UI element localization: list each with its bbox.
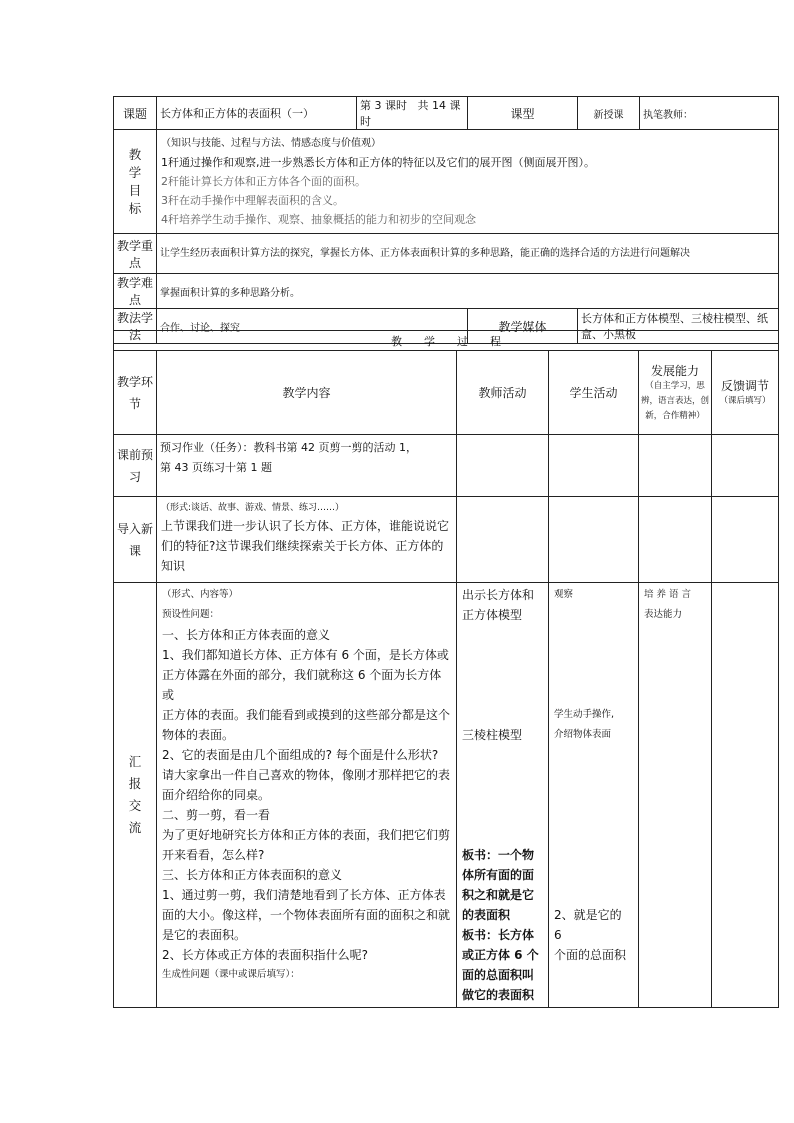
report-teacher-line: 或正方体 6 个	[462, 948, 539, 962]
report-student-line	[554, 885, 633, 905]
report-student-line: 2、就是它的 6	[554, 908, 622, 942]
report-student-line	[554, 765, 633, 785]
objectives-intro: （知识与技能、过程与方法、情感态度与价值观）	[161, 138, 381, 149]
report-teacher-line	[462, 785, 543, 805]
report-content-line: 开来看看，怎么样?	[162, 848, 265, 862]
report-content-line: （形式、内容等）	[162, 589, 239, 600]
report-teacher-line	[462, 705, 543, 725]
report-teacher-line	[462, 745, 543, 765]
intro-stage: 导入新课	[114, 497, 157, 583]
report-content	[157, 583, 457, 1008]
objective-item-2: 2秆能计算长方体和正方体各个面的面积。	[161, 175, 366, 188]
col-content: 教学内容	[157, 351, 457, 435]
process-table	[113, 330, 779, 1008]
report-teacher	[457, 583, 549, 1008]
report-student-line	[554, 605, 633, 625]
objective-item-3: 3秆在动手操作中理解表面积的含义。	[161, 194, 344, 207]
intro-feedback	[712, 497, 779, 583]
report-content-line: 预设性问题：	[162, 609, 220, 620]
intro-teacher	[457, 497, 549, 583]
report-student-line: 观察	[554, 589, 574, 600]
report-content-line: 三、长方体和正方体表面积的意义	[162, 868, 343, 882]
preview-line-2: 第 43 页练习十第 1 题	[160, 461, 272, 474]
report-teacher-line	[462, 685, 543, 705]
report-teacher-line: 面的总面积叫	[462, 968, 535, 982]
objectives-label: 教 学 目 标	[114, 130, 157, 234]
report-student-line: 介绍物体表面	[554, 729, 612, 740]
report-student-line	[554, 645, 633, 665]
difficulty-label: 教学难点	[114, 274, 157, 309]
report-student-line	[554, 845, 633, 865]
report-content-line: 是它的表面积。	[162, 928, 247, 942]
teacher-label: 执笔教师：	[640, 97, 779, 130]
report-teacher-line	[462, 765, 543, 785]
report-content-line: 生成性问题（课中或课后填写）：	[162, 969, 300, 980]
report-content-line: 请大家拿出一件自己喜欢的物体，像刚才那样把它的表	[162, 768, 451, 782]
col-stage: 教学环节	[114, 351, 157, 435]
report-student	[549, 583, 639, 1008]
preview-feedback	[712, 435, 779, 497]
report-student-line	[554, 865, 633, 885]
report-student-line	[554, 665, 633, 685]
report-teacher-line: 板书：长方体	[462, 928, 535, 942]
key-point-label: 教学重点	[114, 234, 157, 274]
report-student-line	[554, 805, 633, 825]
report-content-line: 2、长方体或正方体的表面积指什么呢?	[162, 948, 369, 962]
col-ability-note: （自主学习，思辨，语言表达，创新，合作精神）	[641, 380, 710, 421]
preview-content	[157, 435, 457, 497]
report-student-line: 学生动手操作,	[554, 709, 615, 720]
report-content-line: 物体的表面。	[162, 728, 235, 742]
report-student-line	[554, 685, 633, 705]
col-feedback-note: （课后填写）	[719, 395, 771, 406]
intro-note: （形式:谈话、故事、游戏、情景、练习……）	[161, 503, 345, 513]
report-content-line: 1、我们都知道长方体、正方体有 6 个面，是长方体或	[162, 648, 449, 662]
report-teacher-line	[462, 825, 543, 845]
report-teacher-line: 三棱柱模型	[462, 728, 523, 742]
preview-line-1: 预习作业（任务）：教科书第 42 页剪一剪的活动 1，	[160, 441, 417, 454]
lesson-type: 新授课	[578, 97, 640, 130]
report-teacher-line: 的表面积	[462, 908, 511, 922]
report-teacher-line: 正方体模型	[462, 608, 523, 622]
col-feedback-title: 反馈调节	[720, 378, 769, 393]
intro-ability	[639, 497, 712, 583]
report-content-line: 2、它的表面是由几个面组成的? 每个面是什么形状?	[162, 748, 439, 762]
report-teacher-line	[462, 665, 543, 685]
report-teacher-line	[462, 625, 543, 645]
process-title: 教 学 过 程	[114, 331, 779, 351]
report-content-line: 面的大小。像这样，一个物体表面所有面的面积之和就	[162, 908, 451, 922]
report-teacher-line	[462, 645, 543, 665]
difficulty-text: 掌握面积计算的多种思路分析。	[157, 274, 779, 309]
method-label: 教法学法	[114, 309, 157, 344]
media-label: 教学媒体	[468, 309, 578, 344]
intro-student	[549, 497, 639, 583]
intro-text: 上节课我们进一步认识了长方体、正方体，谁能说说它们的特征?这节课我们继续探索关于长方体、正方体的知识	[161, 519, 450, 573]
report-teacher-line: 做它的表面积	[462, 988, 535, 1002]
col-student: 学生活动	[549, 351, 639, 435]
report-teacher-line: 板书：一个物	[462, 848, 535, 862]
report-ability-line: 表达能力	[644, 609, 683, 620]
col-feedback	[712, 351, 779, 435]
report-ability-line: 培 养 语 言	[644, 589, 692, 600]
lesson-period: 第 3 课时 共 14 课时	[357, 97, 468, 130]
report-teacher-line	[462, 805, 543, 825]
report-content-line: 二、剪一剪，看一看	[162, 808, 271, 822]
preview-student	[549, 435, 639, 497]
report-student-line	[554, 745, 633, 765]
col-ability	[639, 351, 712, 435]
report-content-line: 为了更好地研究长方体和正方体的表面，我们把它们剪	[162, 828, 451, 842]
key-point-text: 让学生经历表面积计算方法的探究，掌握长方体、正方体表面积计算的多种思路，能正确的选择合适的方法进行问题解决	[157, 234, 779, 274]
media-text: 长方体和正方体模型、三棱柱模型、纸盒、小黑板	[578, 309, 779, 344]
report-content-line: 面介绍给你的同桌。	[162, 788, 271, 802]
col-teacher: 教师活动	[457, 351, 549, 435]
report-teacher-line: 积之和就是它	[462, 888, 535, 902]
report-student-line	[554, 825, 633, 845]
objective-item-1: 1秆通过操作和观察,进一步熟悉长方体和正方体的特征以及它们的展开图（侧面展开图）。	[161, 156, 595, 169]
report-stage: 汇 报 交 流	[114, 583, 157, 1008]
report-content-line: 一、长方体和正方体表面的意义	[162, 628, 331, 642]
intro-content	[157, 497, 457, 583]
lesson-type-label: 课型	[468, 97, 578, 130]
lesson-info-table	[113, 96, 779, 344]
report-content-line: 正方体露在外面的部分，我们就称这 6 个面为长方体或	[162, 668, 442, 702]
col-ability-title: 发展能力	[650, 363, 699, 378]
preview-stage: 课前预习	[114, 435, 157, 497]
report-teacher-line: 出示长方体和	[462, 588, 535, 602]
lesson-topic: 长方体和正方体的表面积（一）	[157, 97, 357, 130]
report-student-line	[554, 625, 633, 645]
report-teacher-line: 体所有面的面	[462, 868, 535, 882]
preview-ability	[639, 435, 712, 497]
method-text: 合作、讨论、探究	[157, 309, 468, 344]
report-content-line: 正方体的表面。我们能看到或摸到的这些部分都是这个	[162, 708, 451, 722]
objectives-content	[157, 130, 779, 234]
preview-teacher	[457, 435, 549, 497]
report-feedback	[712, 583, 779, 1008]
report-ability	[639, 583, 712, 1008]
objective-item-4: 4秆培养学生动手操作、观察、抽象概括的能力和初步的空间观念	[161, 213, 476, 226]
report-content-line: 1、通过剪一剪，我们清楚地看到了长方体、正方体表	[162, 888, 446, 902]
topic-label: 课题	[114, 97, 157, 130]
report-student-line	[554, 785, 633, 805]
report-student-line: 个面的总面积	[554, 948, 627, 962]
